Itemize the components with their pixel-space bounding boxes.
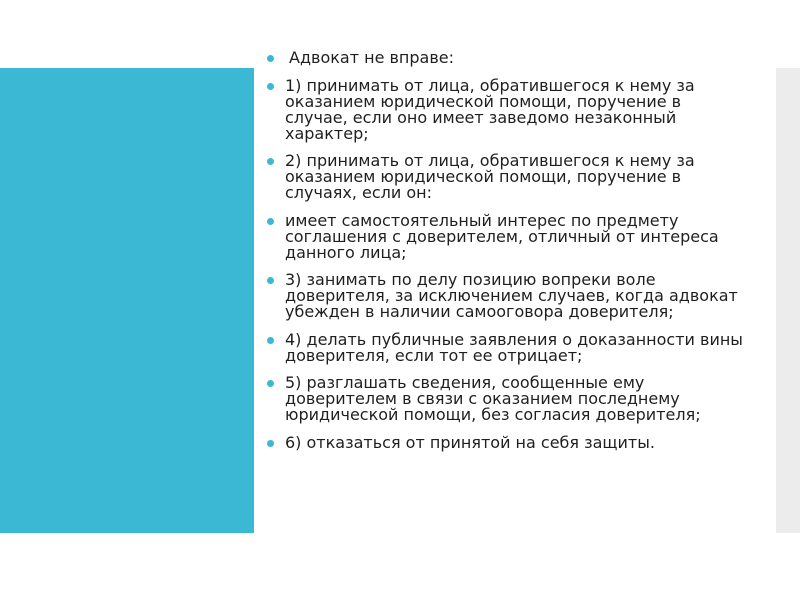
bullet-item: [266, 272, 746, 320]
bullet-dot-icon: [267, 83, 274, 90]
bullet-dot-icon: [267, 440, 274, 447]
bullet-item: [266, 375, 746, 423]
side-strip: [776, 68, 800, 533]
bullet-text: 2) принимать от лица, обратившегося к нему за оказанием юридической помощи, поручение в случаях, если он:: [285, 151, 695, 202]
slide-content: [266, 50, 746, 462]
bullet-text: 1) принимать от лица, обратившегося к нему за оказанием юридической помощи, поручение в случае, если оно имеет заведомо незаконный характер;: [285, 75, 695, 143]
bullet-text: Адвокат не вправе:: [289, 48, 455, 67]
bullet-text: 6) отказаться от принятой на себя защиты.: [285, 432, 655, 452]
bullet-text: имеет самостоятельный интерес по предмету соглашения с доверителем, отличный от интереса данного лица;: [285, 210, 719, 262]
bullet-item: [266, 50, 746, 66]
bullet-dot-icon: [267, 55, 274, 62]
bullet-dot-icon: [267, 337, 274, 344]
bullet-item: [266, 432, 746, 452]
bullet-text: 3) занимать по делу позицию вопреки воле доверителя, за исключением случаев, когда адвокат убежден в наличии самооговора доверителя;: [285, 270, 738, 321]
bullet-text: 5) разглашать сведения, сообщенные ему доверителем в связи с оказанием последнему юридической помощи, без согласия доверителя;: [285, 373, 701, 424]
bullet-item: [266, 329, 746, 365]
accent-bar: [0, 68, 254, 533]
bullet-item: [266, 210, 746, 262]
bullet-dot-icon: [267, 277, 274, 284]
bullet-item: [266, 75, 746, 143]
bullet-dot-icon: [267, 380, 274, 387]
bullet-dot-icon: [267, 158, 274, 165]
bullet-item: [266, 153, 746, 201]
bullet-list: [266, 50, 746, 451]
bullet-dot-icon: [267, 218, 274, 225]
bullet-text: 4) делать публичные заявления о доказанности вины доверителя, если тот ее отрицает;: [285, 329, 743, 365]
